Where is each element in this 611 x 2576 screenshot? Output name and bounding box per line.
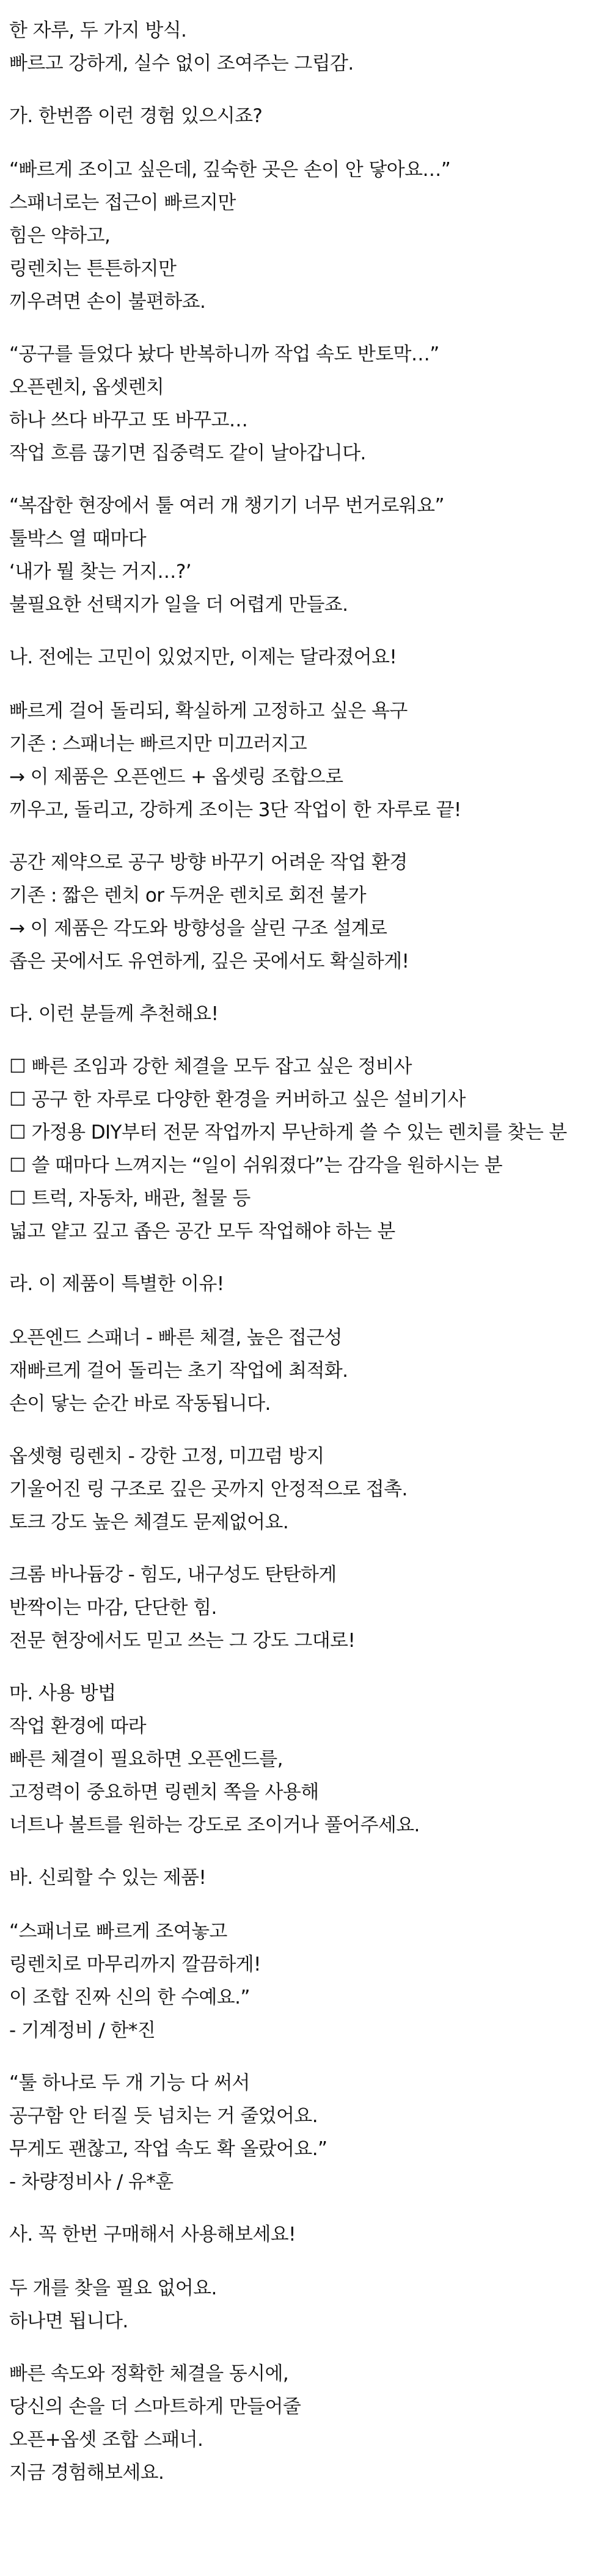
quote-line: “공구를 들었다 놨다 반복하니까 작업 속도 반토막…” [9, 343, 439, 365]
checklist-item: ☐ 트럭, 자동차, 배관, 철물 등 [9, 1188, 251, 1210]
feature-title: 크롬 바나듐강 - 힘도, 내구성도 탄탄하게 [9, 1564, 337, 1586]
review-line: 무게도 괜찮고, 작업 속도 확 올랐어요.” [9, 2138, 327, 2160]
quote-line: “복잡한 현장에서 툴 여러 개 챙기기 너무 번거로워요” [9, 495, 444, 517]
section-e-heading: 마. 사용 방법 [9, 1682, 116, 1704]
review-author: - 차량정비사 / 유*훈 [9, 2171, 174, 2193]
body-line: 전문 현장에서도 믿고 쓰는 그 강도 그대로! [9, 1630, 356, 1652]
feature-title: 옵셋형 링렌치 - 강한 고정, 미끄럼 방지 [9, 1445, 324, 1467]
body-line: 당신의 손을 더 스마트하게 만들어줄 [9, 2396, 301, 2418]
checklist-item: ☐ 빠른 조임과 강한 체결을 모두 잡고 싶은 정비사 [9, 1056, 412, 1078]
body-line: 고정력이 중요하면 링렌치 쪽을 사용해 [9, 1781, 319, 1803]
section-d-heading: 라. 이 제품이 특별한 이유! [9, 1273, 224, 1295]
body-line: → 이 제품은 각도와 방향성을 살린 구조 설계로 [9, 918, 387, 940]
body-line: 너트나 볼트를 원하는 강도로 조이거나 풀어주세요. [9, 1814, 420, 1836]
body-line: 기울어진 링 구조로 깊은 곳까지 안정적으로 접촉. [9, 1478, 408, 1500]
closing-line: 지금 경험해보세요. [9, 2462, 164, 2484]
body-line: 공간 제약으로 공구 방향 바꾸기 어려운 작업 환경 [9, 852, 408, 874]
body-line: ‘내가 뭘 찾는 거지…?’ [9, 561, 191, 583]
body-line: 손이 닿는 순간 바로 작동됩니다. [9, 1393, 271, 1415]
body-line: 스패너로는 접근이 빠르지만 [9, 192, 236, 214]
body-line: 불필요한 선택지가 일을 더 어렵게 만들죠. [9, 594, 348, 616]
body-line: 작업 흐름 끊기면 집중력도 같이 날아갑니다. [9, 442, 366, 464]
body-line: 재빠르게 걸어 돌리는 초기 작업에 최적화. [9, 1360, 348, 1382]
body-line: 하나면 됩니다. [9, 2310, 128, 2332]
body-line: 툴박스 열 때마다 [9, 528, 146, 550]
body-line: → 이 제품은 오픈엔드 + 옵셋링 조합으로 [9, 766, 343, 788]
body-line: 작업 환경에 따라 [9, 1715, 146, 1737]
feature-title: 오픈엔드 스패너 - 빠른 체결, 높은 접근성 [9, 1327, 342, 1349]
checklist-item: ☐ 공구 한 자루로 다양한 환경을 커버하고 싶은 설비기사 [9, 1089, 466, 1111]
checklist-item: ☐ 쓸 때마다 느껴지는 “일이 쉬워졌다”는 감각을 원하시는 분 [9, 1155, 503, 1177]
section-g-heading: 사. 꼭 한번 구매해서 사용해보세요! [9, 2224, 296, 2246]
body-line: 힘은 약하고, [9, 225, 111, 247]
checklist-item: ☐ 가정용 DIY부터 전문 작업까지 무난하게 쓸 수 있는 렌치를 찾는 분 [9, 1122, 567, 1144]
body-line: 넓고 얕고 깊고 좁은 공간 모두 작업해야 하는 분 [9, 1220, 395, 1242]
review-line: 링렌치로 마무리까지 깔끔하게! [9, 1954, 261, 1976]
body-line: 기존 : 스패너는 빠르지만 미끄러지고 [9, 733, 307, 755]
body-line: 좁은 곳에서도 유연하게, 깊은 곳에서도 확실하게! [9, 950, 409, 972]
body-line: 빠른 속도와 정확한 체결을 동시에, [9, 2363, 289, 2385]
section-f-heading: 바. 신뢰할 수 있는 제품! [9, 1867, 207, 1889]
intro-subline: 빠르고 강하게, 실수 없이 조여주는 그립감. [9, 53, 354, 75]
body-line: 두 개를 찾을 필요 없어요. [9, 2277, 217, 2299]
review-line: 공구함 안 터질 듯 넘치는 거 줄었어요. [9, 2105, 318, 2127]
section-b-heading: 나. 전에는 고민이 있었지만, 이제는 달라졌어요! [9, 646, 397, 668]
body-line: 끼우려면 손이 불편하죠. [9, 291, 206, 313]
intro-headline: 한 자루, 두 가지 방식. [9, 20, 187, 42]
review-line: 이 조합 진짜 신의 한 수예요.” [9, 1987, 250, 2009]
body-line: 링렌치는 튼튼하지만 [9, 258, 177, 280]
body-line: 기존 : 짧은 렌치 or 두꺼운 렌치로 회전 불가 [9, 885, 366, 907]
review-line: “스패너로 빠르게 조여놓고 [9, 1921, 227, 1943]
body-line: 하나 쓰다 바꾸고 또 바꾸고… [9, 409, 248, 431]
body-line: 오픈렌치, 옵셋렌치 [9, 376, 164, 398]
body-line: 오픈+옵셋 조합 스패너. [9, 2429, 203, 2451]
quote-line: “빠르게 조이고 싶은데, 깊숙한 곳은 손이 안 닿아요…” [9, 159, 451, 181]
section-c-heading: 다. 이런 분들께 추천해요! [9, 1003, 219, 1025]
section-a-heading: 가. 한번쯤 이런 경험 있으시죠? [9, 105, 263, 127]
body-line: 빠르게 걸어 돌리되, 확실하게 고정하고 싶은 욕구 [9, 700, 408, 722]
review-line: “툴 하나로 두 개 기능 다 써서 [9, 2072, 250, 2094]
body-line: 반짝이는 마감, 단단한 힘. [9, 1597, 217, 1619]
body-line: 끼우고, 돌리고, 강하게 조이는 3단 작업이 한 자루로 끝! [9, 799, 461, 821]
body-line: 빠른 체결이 필요하면 오픈엔드를, [9, 1748, 283, 1770]
review-author: - 기계정비 / 한*진 [9, 2020, 156, 2041]
body-line: 토크 강도 높은 체결도 문제없어요. [9, 1511, 289, 1533]
